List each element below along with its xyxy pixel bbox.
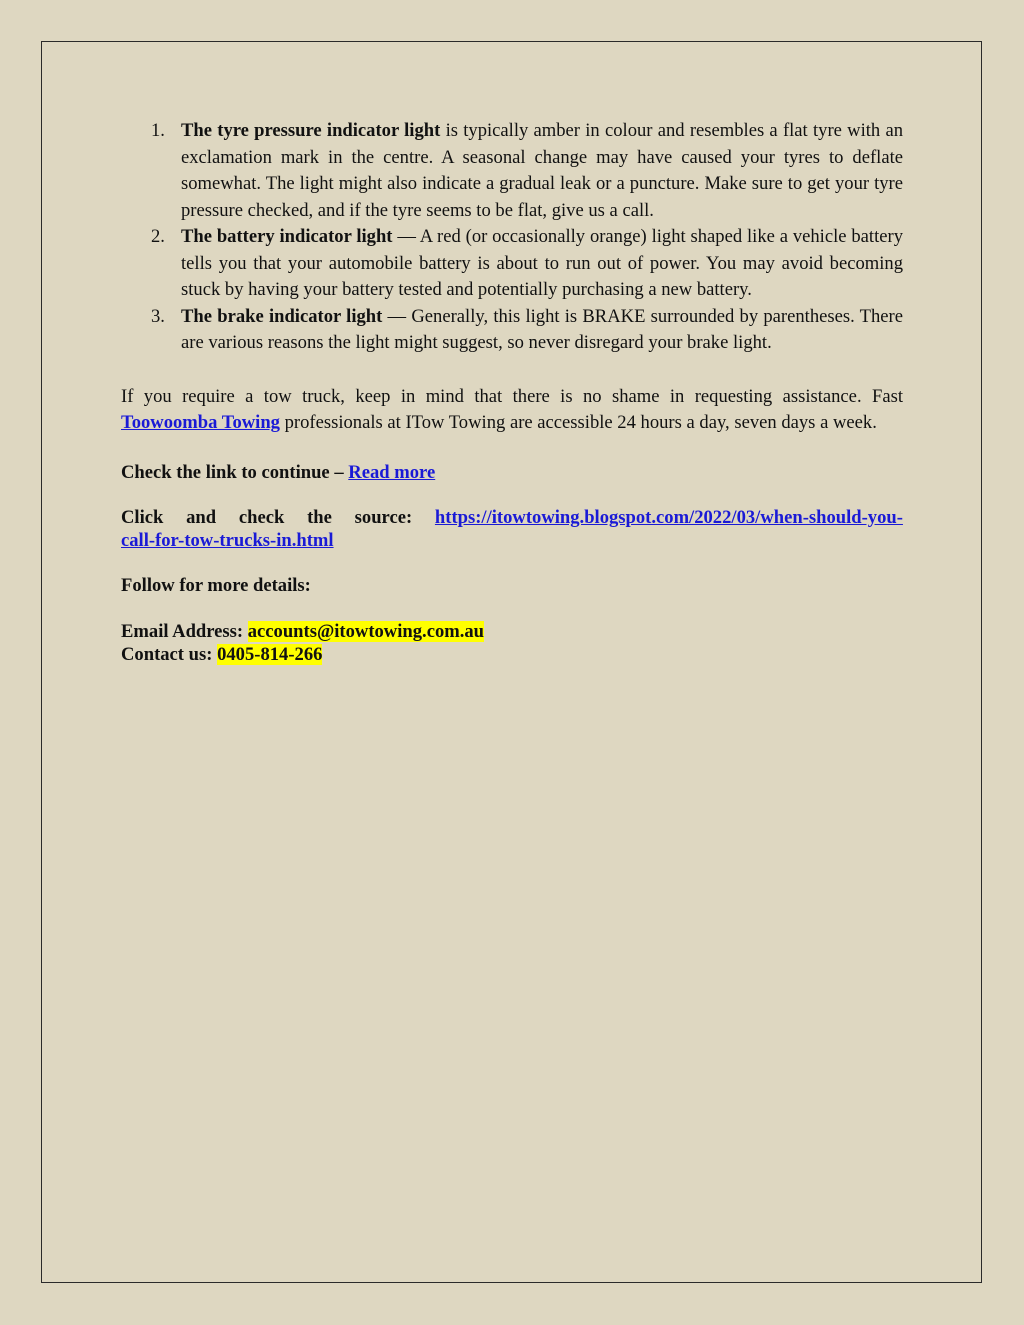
toowoomba-towing-link[interactable]: Toowoomba Towing [121,412,280,433]
email-label: Email Address: [121,620,248,642]
list-item-title: The battery indicator light [181,226,393,247]
phone-number[interactable]: 0405-814-266 [217,643,323,665]
list-number: 1. [151,120,165,141]
email-address[interactable]: accounts@itowtowing.com.au [247,620,485,642]
source-label-word: check [238,507,285,528]
intro-text-before: If you require a tow truck, keep in mind that there is no shame in requesting assistance. Fast [121,385,903,407]
source-label-word: the [307,507,332,528]
phone-label: Contact us: [121,643,218,665]
list-item-title: The tyre pressure indicator light [181,120,441,141]
source-label-word: and [186,507,217,528]
source-label-word: source: [354,507,413,528]
source-label-word: Click [121,507,164,528]
check-label: Check the link to continue – [121,461,349,483]
source-url-link[interactable]: https://itowtowing.blogspot.com/2022/03/when-should-you- [434,507,903,528]
source-line [121,529,903,552]
contact-block [121,620,903,666]
list-item-text: — A red (or occasionally orange) light shaped like a vehicle battery tells you that your automobile battery is about to run out of power. You may avoid becoming stuck by having your battery tested and potentially purchasing a new battery. [181,226,903,300]
check-link-paragraph [121,460,903,487]
list-item [121,224,903,304]
list-item-title: The brake indicator light [181,305,383,327]
list-item-text: — Generally, this light is BRAKE surrounded by parentheses. There are various reasons the light might suggest, so never disregard your brake light. [181,305,903,353]
email-line [121,620,903,643]
indicator-list [121,118,903,357]
list-item [121,118,903,224]
list-number: 2. [151,226,165,247]
list-item [121,304,903,357]
intro-paragraph [121,384,903,437]
source-url-link-continued[interactable]: call-for-tow-trucks-in.html [121,530,334,551]
source-line [121,506,903,529]
document-content [121,118,903,666]
list-item-text: is typically amber in colour and resembles a flat tyre with an exclamation mark in the centre. A seasonal change may have caused your tyres to deflate somewhat. The light might also indicate a gradual leak or a puncture. Make sure to get your tyre pressure checked, and if the tyre seems to be flat, give us a call. [181,120,904,221]
follow-heading: Follow for more details: [121,575,311,596]
list-number: 3. [151,305,165,327]
phone-line [121,643,903,666]
source-paragraph [121,506,903,552]
read-more-link[interactable]: Read more [348,461,436,483]
intro-text-after: professionals at ITow Towing are accessible 24 hours a day, seven days a week. [279,412,877,433]
